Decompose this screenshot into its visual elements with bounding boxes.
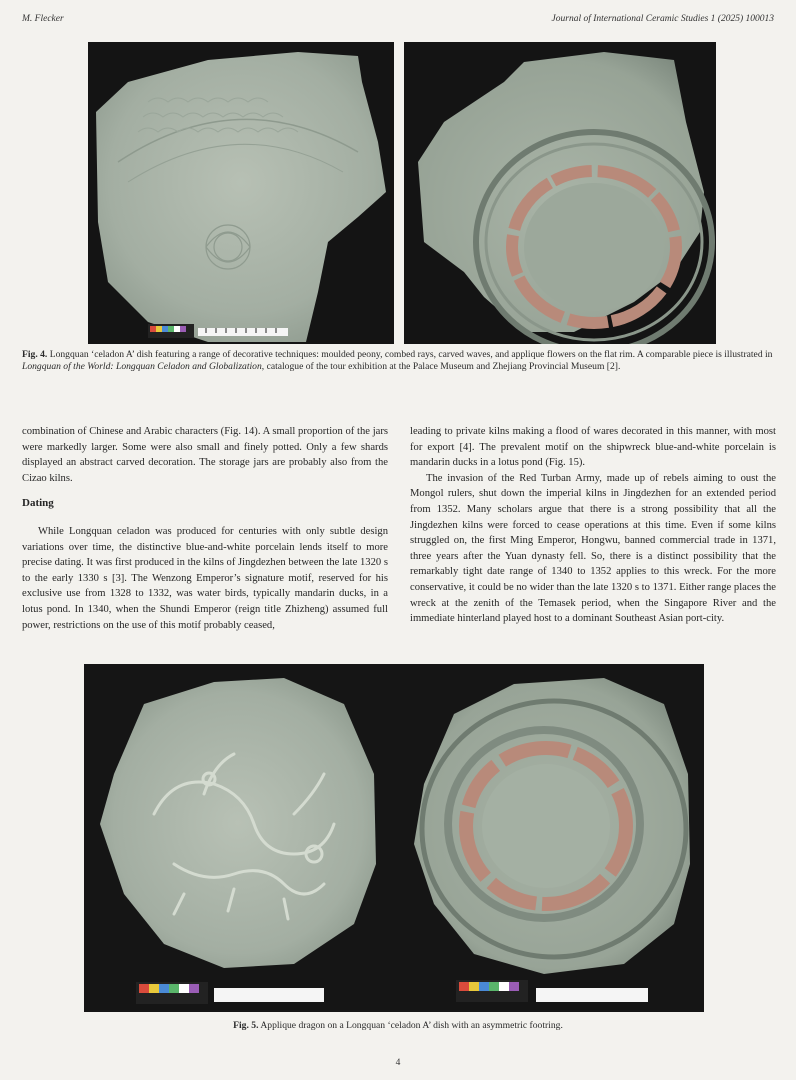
figure-4-caption-text-1: Longquan ‘celadon A’ dish featuring a range of decorative techniques: moulded peony, combed rays, carved waves, and applique flowers on the flat rim. A comparable piece is illustrated in <box>47 349 773 360</box>
running-head <box>22 14 774 28</box>
figure-4-caption-text-2: , catalogue of the tour exhibition at the Palace Museum and Zhejiang Provincial Museum [2]. <box>261 361 621 373</box>
right-column <box>410 424 776 627</box>
figure-5-caption <box>0 1020 796 1031</box>
figure-5-label: Fig. 5. <box>233 1020 259 1031</box>
right-paragraph-2: The invasion of the Red Turban Army, made up of rebels aiming to oust the Mongol rulers, shut down the imperial kilns in Jingdezhen for an extended period from 1352. Many scholars argue that there is a strong possibility that all the Jingdezhen kilns were forced to cease operations at this time. Even if some kilns struggled on, the first Ming Emperor, Hongwu, banned commercial trade in 1371, three years after the Yuan dynasty fell. So, there is a distinct possibility that the remarkably tight date range of 1340 to 1352 applies to this wreck. For the more conservative, it could be no wider than the late 1320 s to 1371. Either range places the wreck at the zenith of the Temasek period, when the Singapore River and the immediate hinterland played host to a dominant Southeast Asian port-city. <box>410 472 776 625</box>
page-number: 4 <box>395 1058 401 1068</box>
figure-4-label: Fig. 4. <box>22 349 48 360</box>
running-head-journal: Journal of International Ceramic Studies 1 (2025) 100013 <box>551 14 774 24</box>
figure-4-photo-front <box>88 42 394 344</box>
left-paragraph-2: While Longquan celadon was produced for centuries with only subtle design variations over time, the distinctive blue-and-white porcelain lends itself to more precise dating. It was first produced in the kilns of Jingdezhen between the late 1320 s to the early 1330 s [3]. The Wenzong Emperor’s signature motif, reserved for his exclusive use from 1328 to 1332, was water birds, typically mandarin ducks, in a lotus pond. In 1340, when the Shundi Emperor (reign title Zhizheng) assumed full power, restrictions on the use of this motif probably ceased, <box>22 525 388 631</box>
running-head-author: M. Flecker <box>22 14 64 24</box>
figure-5-photo <box>84 664 704 1012</box>
left-column <box>22 424 388 633</box>
figure-5 <box>84 664 704 1012</box>
left-paragraph-1: combination of Chinese and Arabic characters (Fig. 14). A small proportion of the jars were markedly larger. Some were also small and finely potted. Only a few shards displayed an abstract carved decoration. The storage jars are probably also from the Cizao kilns. <box>22 426 388 484</box>
figure-5-scale-bar-left <box>136 982 324 1004</box>
figure-4-caption <box>22 349 774 374</box>
figure-5-caption-text: Applique dragon on a Longquan ‘celadon A’ dish with an asymmetric footring. <box>258 1020 563 1031</box>
figure-4 <box>88 42 716 344</box>
figure-5-scale-bar-right <box>456 980 648 1002</box>
right-paragraph-1: leading to private kilns making a flood of wares decorated in this manner, with most for export [4]. The prevalent motif on the shipwreck blue-and-white porcelain is mandarin ducks in a lotus pond (Fig. 15). <box>410 426 776 469</box>
section-heading-dating: Dating <box>22 497 54 510</box>
figure-4-photo-back <box>404 42 716 344</box>
figure-4-caption-book-title: Longquan of the World: Longquan Celadon and Globalization <box>22 361 262 373</box>
